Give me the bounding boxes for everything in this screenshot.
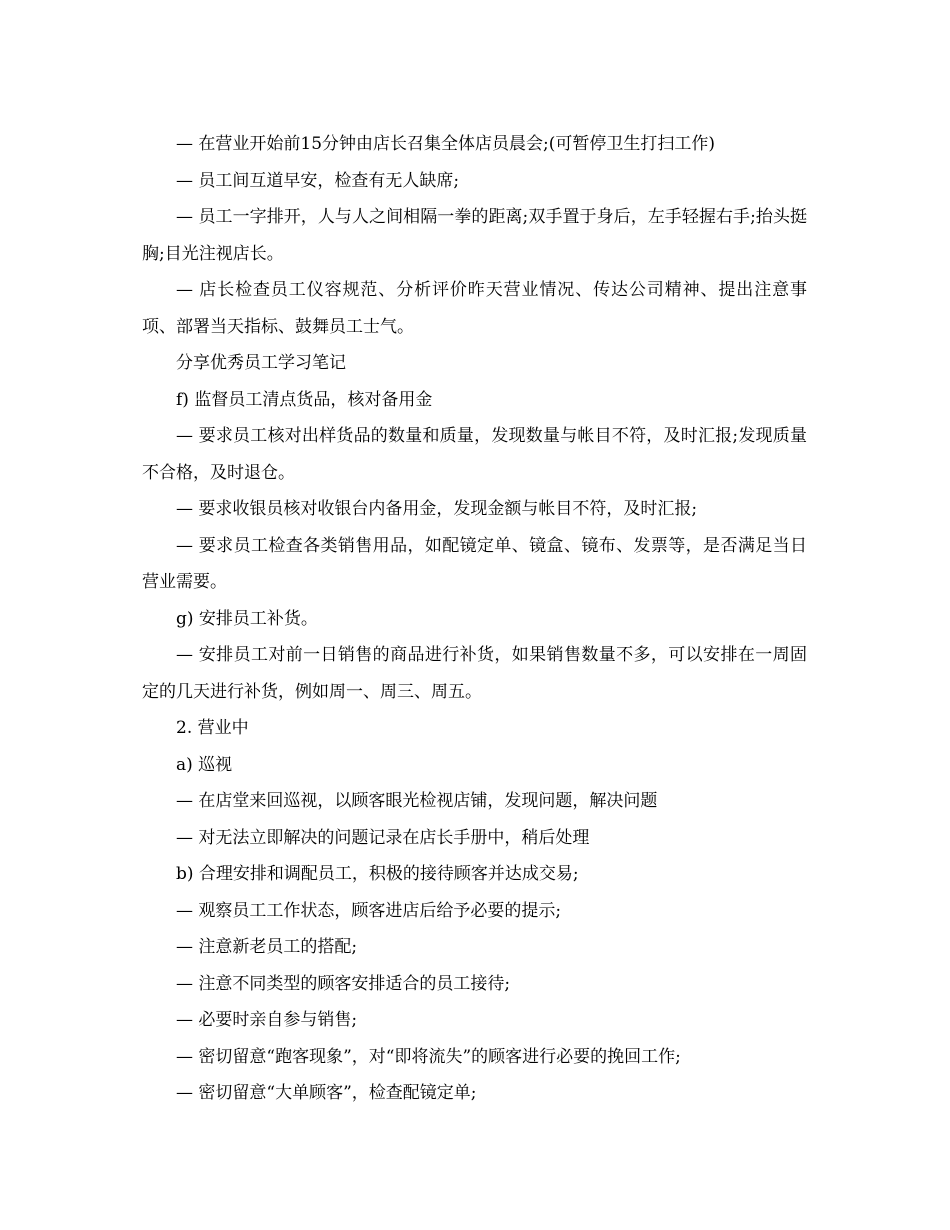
paragraph-18: — 注意新老员工的搭配; [176,937,358,957]
paragraph-6: f) 监督员工清点货品，核对备用金 [176,389,433,410]
paragraph-22: — 密切留意“大单顾客”，检查配镜定单; [176,1083,477,1103]
paragraph-8: — 要求收银员核对收银台内备用金，发现金额与帐目不符，及时汇报; [176,499,698,519]
paragraph-1: — 在营业开始前15分钟由店长召集全体店员晨会;(可暂停卫生打扫工作) [176,134,716,154]
paragraph-15: — 对无法立即解决的问题记录在店长手册中，稍后处理 [176,827,590,848]
paragraph-13: a) 巡视 [176,754,233,775]
paragraph-12: 2. 营业中 [176,718,249,738]
paragraph-5: 分享优秀员工学习笔记 [176,353,346,373]
paragraph-19: — 注意不同类型的顾客安排适合的员工接待; [176,973,511,994]
paragraph-11: — 安排员工对前一日销售的商品进行补货，如果销售数量不多，可以安排在一周固定的几天进行补货，例如周一、周三、周五。 [142,645,807,702]
paragraph-10: g) 安排员工补货。 [176,608,318,629]
paragraph-17: — 观察员工工作状态，顾客进店后给予必要的提示; [176,900,562,921]
paragraph-21: — 密切留意“跑客现象”，对“即将流失”的顾客进行必要的挽回工作; [176,1046,681,1067]
paragraph-16: b) 合理安排和调配员工，积极的接待顾客并达成交易; [176,864,579,884]
paragraph-4: — 店长检查员工仪容规范、分析评价昨天营业情况、传达公司精神、提出注意事项、部署当天指标、鼓舞员工士气。 [142,280,807,337]
paragraph-3: — 员工一字排开，人与人之间相隔一拳的距离;双手置于身后，左手轻握右手;抬头挺胸;目光注视店长。 [142,207,807,264]
paragraph-14: — 在店堂来回巡视，以顾客眼光检视店铺，发现问题，解决问题 [176,791,658,811]
paragraph-2: — 员工间互道早安，检查有无人缺席; [176,170,460,191]
paragraph-7: — 要求员工核对出样货品的数量和质量，发现数量与帐目不符，及时汇报;发现质量不合格，及时退仓。 [142,426,807,483]
document-body [142,126,807,1112]
paragraph-20: — 必要时亲自参与销售; [176,1010,358,1030]
paragraph-9: — 要求员工检查各类销售用品，如配镜定单、镜盒、镜布、发票等，是否满足当日营业需要。 [142,535,807,592]
